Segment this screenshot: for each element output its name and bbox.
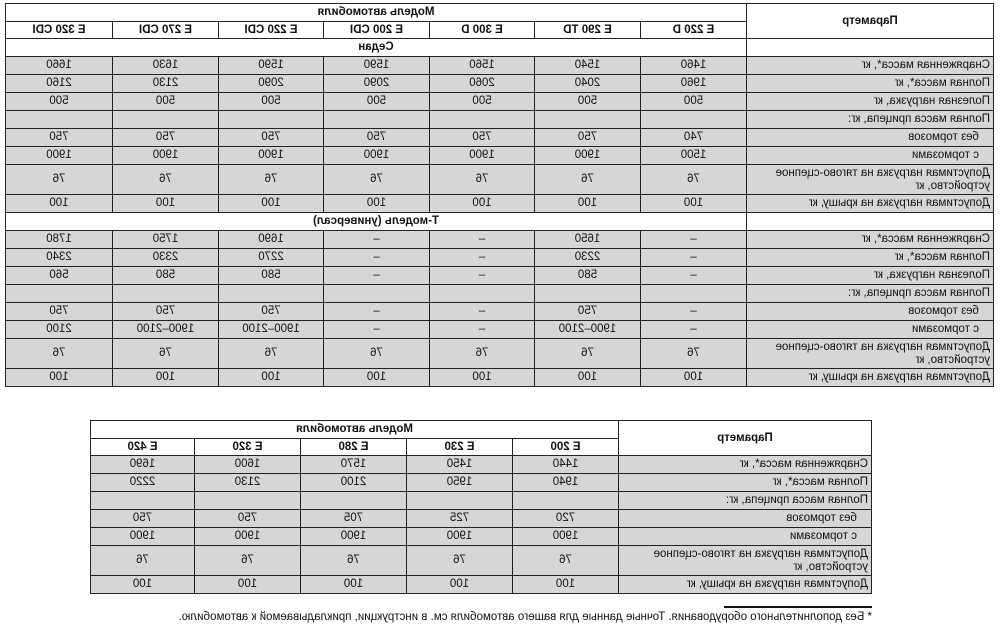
table-row — [5, 303, 993, 321]
row-value: – — [324, 249, 430, 267]
section-spacer — [747, 213, 994, 231]
row-value — [535, 285, 641, 303]
row-value: 100 — [513, 576, 619, 594]
row-label: с тормозами — [747, 147, 994, 165]
row-value: 1750 — [113, 231, 219, 249]
footnote-rule — [724, 606, 872, 608]
row-value: 1900 — [301, 528, 407, 546]
row-value: 100 — [641, 195, 747, 213]
row-value — [5, 285, 112, 303]
model-col-header: E 200 — [513, 439, 619, 456]
section-body-sedan — [5, 57, 993, 213]
row-value: 1630 — [113, 57, 219, 75]
row-value: 750 — [195, 510, 301, 528]
row-value: 750 — [535, 303, 641, 321]
row-value: 2090 — [219, 75, 324, 93]
row-value: – — [641, 321, 747, 339]
row-value: 76 — [324, 339, 430, 369]
row-value: 750 — [90, 510, 194, 528]
row-value: 705 — [301, 510, 407, 528]
row-value: – — [430, 267, 535, 285]
table-row — [90, 474, 871, 492]
row-label: без тормозов — [619, 510, 872, 528]
row-value — [535, 111, 641, 129]
row-value: 1900 — [113, 147, 219, 165]
row-value: 1570 — [301, 456, 407, 474]
row-value: 1450 — [407, 456, 513, 474]
row-value: 750 — [5, 303, 112, 321]
row-value: 76 — [5, 339, 112, 369]
table-row — [5, 129, 993, 147]
row-value: 100 — [535, 369, 641, 387]
row-value: 1600 — [195, 456, 301, 474]
row-label: Допустимая нагрузка на крышу, кг — [747, 369, 994, 387]
row-value: 100 — [219, 369, 324, 387]
row-value: 76 — [219, 165, 324, 195]
row-value: 725 — [407, 510, 513, 528]
row-value: 500 — [535, 93, 641, 111]
row-value — [407, 492, 513, 510]
row-value: – — [430, 321, 535, 339]
row-value: 1560 — [430, 57, 535, 75]
section-title: Седан — [5, 39, 746, 57]
row-value: 1900 — [513, 528, 619, 546]
row-value — [90, 492, 194, 510]
row-value: 750 — [535, 129, 641, 147]
row-label: Полезная нагрузка, кг — [747, 93, 994, 111]
row-value — [641, 111, 747, 129]
row-value: 100 — [430, 195, 535, 213]
row-label: Полезная нагрузка, кг — [747, 267, 994, 285]
row-value: 1900–2100 — [113, 321, 219, 339]
row-value: – — [641, 249, 747, 267]
row-value: 750 — [324, 129, 430, 147]
row-value: 1460 — [641, 57, 747, 75]
row-label: Допустимая нагрузка на тягово-сцепное устройство, кг — [747, 339, 994, 369]
model-col-header: E 420 — [90, 439, 194, 456]
section-spacer — [747, 39, 994, 57]
row-value: 1590 — [324, 57, 430, 75]
row-value: 2160 — [5, 75, 112, 93]
row-value: 100 — [324, 369, 430, 387]
row-value: 2340 — [5, 249, 112, 267]
row-value — [113, 285, 219, 303]
row-label: Полная масса*, кг — [619, 474, 872, 492]
row-value: 1440 — [513, 456, 619, 474]
row-value — [219, 111, 324, 129]
table-row — [5, 57, 993, 75]
row-value: 2060 — [430, 75, 535, 93]
table-row — [5, 267, 993, 285]
row-value: – — [324, 303, 430, 321]
row-label: Полная масса*, кг — [747, 249, 994, 267]
row-value: 1900 — [219, 147, 324, 165]
row-value: 750 — [5, 129, 112, 147]
row-label: без тормозов — [747, 129, 994, 147]
table-body-petrol — [90, 456, 871, 594]
row-value: 500 — [430, 93, 535, 111]
row-label: Снаряженная масса*, кг — [747, 231, 994, 249]
row-value: 1660 — [5, 57, 112, 75]
row-value: – — [641, 267, 747, 285]
table-row — [5, 285, 993, 303]
row-value: 500 — [113, 93, 219, 111]
row-value: 1900 — [195, 528, 301, 546]
row-label: Снаряженная масса*, кг — [747, 57, 994, 75]
row-value: 1690 — [90, 456, 194, 474]
row-value: 750 — [113, 303, 219, 321]
table-row — [90, 576, 871, 594]
row-value: 1900–2100 — [219, 321, 324, 339]
row-label: Допустимая нагрузка на тягово-сцепное устройство, кг — [747, 165, 994, 195]
row-value: 750 — [219, 129, 324, 147]
row-value: 1780 — [5, 231, 112, 249]
row-value: 76 — [113, 165, 219, 195]
row-value: 76 — [430, 339, 535, 369]
row-value: 100 — [5, 195, 112, 213]
param-header: Параметр — [619, 421, 872, 456]
model-col-header: E 220 CDI — [219, 22, 324, 39]
row-value: 2100 — [5, 321, 112, 339]
row-value: 76 — [113, 339, 219, 369]
row-value: 1690 — [219, 231, 324, 249]
row-value: – — [324, 321, 430, 339]
row-value: 100 — [324, 195, 430, 213]
row-value: 580 — [219, 267, 324, 285]
row-value: 100 — [407, 576, 513, 594]
row-label: без тормозов — [747, 303, 994, 321]
row-value: 100 — [219, 195, 324, 213]
section-title: Т-модель (универсал) — [5, 213, 746, 231]
row-value: 500 — [324, 93, 430, 111]
row-value: 76 — [513, 546, 619, 576]
param-header: Параметр — [747, 4, 994, 39]
model-header: Модель автомобиля — [90, 421, 618, 439]
row-value: 1900 — [324, 147, 430, 165]
row-label: Снаряженная масса*, кг — [619, 456, 872, 474]
row-label: Допустимая нагрузка на тягово-сцепное устройство, кг — [619, 546, 872, 576]
row-value — [301, 492, 407, 510]
table-row — [90, 510, 871, 528]
row-value: 1650 — [535, 231, 641, 249]
weights-table-petrol — [90, 420, 872, 594]
row-value — [5, 111, 112, 129]
row-value: 2220 — [90, 474, 194, 492]
row-value: 76 — [535, 339, 641, 369]
row-value: 100 — [5, 369, 112, 387]
row-value: 76 — [301, 546, 407, 576]
row-value: 2090 — [324, 75, 430, 93]
table-row — [5, 231, 993, 249]
row-value — [430, 285, 535, 303]
model-col-header: E 280 — [301, 439, 407, 456]
row-value: 76 — [430, 165, 535, 195]
row-value: 500 — [641, 93, 747, 111]
row-value: 76 — [5, 165, 112, 195]
table-row — [5, 195, 993, 213]
row-value: 2130 — [195, 474, 301, 492]
row-value: 560 — [5, 267, 112, 285]
table-row — [5, 165, 993, 195]
table-row — [5, 321, 993, 339]
row-value: 76 — [641, 165, 747, 195]
row-value: 100 — [641, 369, 747, 387]
row-value: 2130 — [113, 75, 219, 93]
row-value: 1900 — [90, 528, 194, 546]
row-value: 2270 — [219, 249, 324, 267]
row-value: 1960 — [641, 75, 747, 93]
row-value: 2100 — [301, 474, 407, 492]
model-col-header: E 290 TD — [535, 22, 641, 39]
row-label: Полная масса прицепа, кг: — [747, 285, 994, 303]
row-label: Полная масса*, кг — [747, 75, 994, 93]
row-value: 1540 — [535, 57, 641, 75]
table-row — [90, 456, 871, 474]
model-col-header: E 320 — [195, 439, 301, 456]
table-row — [5, 147, 993, 165]
row-label: с тормозами — [619, 528, 872, 546]
row-value: 580 — [535, 267, 641, 285]
row-value: 100 — [113, 195, 219, 213]
row-value: – — [324, 267, 430, 285]
footnote: * Без дополнительного оборудования. Точные данные для вашего автомобиля см. в инструкции, прикладываемой к автомобилю. — [178, 611, 872, 623]
row-value: – — [430, 303, 535, 321]
table-row — [90, 492, 871, 510]
row-value: – — [641, 303, 747, 321]
row-value — [219, 285, 324, 303]
row-value: 1500 — [641, 147, 747, 165]
row-value: 76 — [324, 165, 430, 195]
row-value: 1900 — [535, 147, 641, 165]
table-row — [5, 75, 993, 93]
row-value: 1940 — [513, 474, 619, 492]
row-label: Допустимая нагрузка на крышу, кг — [619, 576, 872, 594]
row-value: – — [324, 231, 430, 249]
row-value: 1900–2100 — [535, 321, 641, 339]
row-value: 2040 — [535, 75, 641, 93]
row-value: 500 — [5, 93, 112, 111]
weights-table-main — [5, 3, 994, 387]
row-value: – — [430, 249, 535, 267]
row-value — [324, 285, 430, 303]
row-value: 100 — [430, 369, 535, 387]
row-value: 100 — [535, 195, 641, 213]
row-value — [641, 285, 747, 303]
row-value: 100 — [113, 369, 219, 387]
table-row — [5, 111, 993, 129]
model-header: Модель автомобиля — [5, 4, 746, 22]
model-col-header: E 320 CDI — [5, 22, 112, 39]
model-col-header: E 230 — [407, 439, 513, 456]
row-value: 100 — [90, 576, 194, 594]
row-value: 740 — [641, 129, 747, 147]
table-row — [5, 369, 993, 387]
table-row — [5, 339, 993, 369]
row-value: 2230 — [535, 249, 641, 267]
row-label: Допустимая нагрузка на крышу, кг — [747, 195, 994, 213]
row-value: 76 — [219, 339, 324, 369]
table-row — [5, 249, 993, 267]
table-row — [5, 93, 993, 111]
model-col-header: E 200 CDI — [324, 22, 430, 39]
row-value: 1900 — [5, 147, 112, 165]
row-value: 580 — [113, 267, 219, 285]
section-body-wagon — [5, 231, 993, 387]
table-row — [90, 546, 871, 576]
row-value: 1900 — [407, 528, 513, 546]
row-value: 76 — [641, 339, 747, 369]
row-value: 500 — [219, 93, 324, 111]
row-value: – — [641, 231, 747, 249]
row-label: Полная масса прицепа, кг: — [619, 492, 872, 510]
row-value: 1950 — [407, 474, 513, 492]
model-col-header: E 220 D — [641, 22, 747, 39]
row-label: с тормозами — [747, 321, 994, 339]
row-value — [430, 111, 535, 129]
row-value — [113, 111, 219, 129]
row-value: 720 — [513, 510, 619, 528]
row-value — [324, 111, 430, 129]
row-value: 76 — [195, 546, 301, 576]
row-value — [513, 492, 619, 510]
row-value: 76 — [90, 546, 194, 576]
row-label: Полная масса прицепа, кг: — [747, 111, 994, 129]
row-value: 1590 — [219, 57, 324, 75]
row-value: – — [430, 231, 535, 249]
row-value: 100 — [301, 576, 407, 594]
model-col-header: E 300 D — [430, 22, 535, 39]
row-value: 76 — [535, 165, 641, 195]
row-value: 750 — [430, 129, 535, 147]
row-value: 750 — [219, 303, 324, 321]
row-value: 100 — [195, 576, 301, 594]
row-value: 2330 — [113, 249, 219, 267]
row-value — [195, 492, 301, 510]
row-value: 1900 — [430, 147, 535, 165]
row-value: 76 — [407, 546, 513, 576]
row-value: 750 — [113, 129, 219, 147]
model-col-header: E 270 CDI — [113, 22, 219, 39]
table-row — [90, 528, 871, 546]
